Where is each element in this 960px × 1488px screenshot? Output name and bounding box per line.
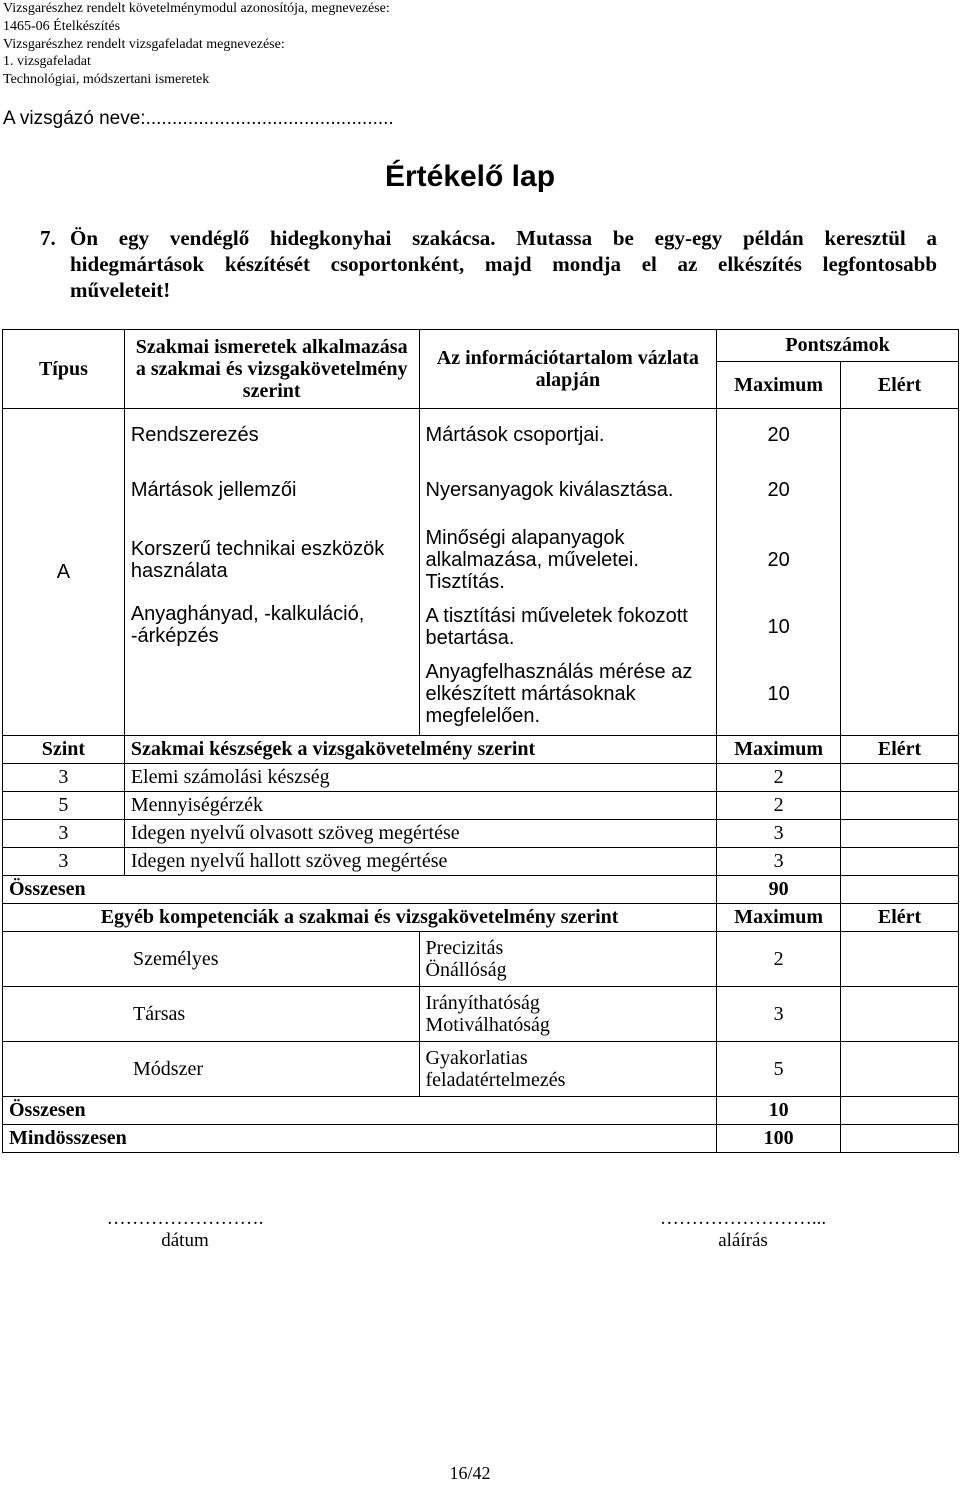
col-tipus: Típus	[3, 330, 125, 409]
col-info: Az információtartalom vázlata alapján	[419, 330, 717, 409]
signature-label: aláírás	[718, 1230, 768, 1251]
competency-item: Motiválhatóság	[425, 1014, 550, 1036]
signature-block	[608, 1208, 878, 1252]
skills-header-row	[3, 736, 959, 764]
competency-item: feladatértelmezés	[425, 1069, 566, 1091]
col-maximum: Maximum	[717, 736, 841, 764]
col-maximum: Maximum	[717, 362, 841, 409]
date-label: dátum	[161, 1230, 209, 1251]
evaluation-table	[2, 329, 959, 1153]
table-row	[3, 932, 959, 987]
task-line: műveleteit!	[70, 278, 171, 302]
max-cell: 10	[717, 601, 841, 653]
grand-total-label: Mindösszesen	[3, 1125, 717, 1153]
grand-total-value: 100	[717, 1125, 841, 1153]
skill-name: Mennyiségérzék	[124, 792, 716, 820]
col-pontszamok: Pontszámok	[717, 330, 959, 362]
table-row	[3, 987, 959, 1042]
content-cell: Minőségi alapanyagok alkalmazása, műveletei. Tisztítás.	[419, 519, 717, 601]
header-line: Technológiai, módszertani ismeretek	[3, 72, 210, 88]
col-elert: Elért	[841, 362, 959, 409]
competency-max: 2	[717, 932, 841, 987]
competency-item: Gyakorlatias	[425, 1047, 528, 1069]
competency-group: Társas	[3, 987, 420, 1042]
elert-cell	[841, 764, 959, 792]
table-header-row	[3, 330, 959, 362]
competency-group: Módszer	[3, 1042, 420, 1097]
header-line: Vizsgarészhez rendelt vizsgafeladat megnevezése:	[3, 36, 285, 52]
max-cell: 20	[717, 461, 841, 519]
topic-cell: Mártások jellemzői	[124, 461, 419, 519]
col-maximum: Maximum	[717, 904, 841, 932]
competency-items	[419, 1042, 717, 1097]
task-description	[40, 225, 937, 303]
table-row	[3, 792, 959, 820]
competency-title: Egyéb kompetenciák a szakmai és vizsgakövetelmény szerint	[3, 904, 717, 932]
total-row	[3, 1097, 959, 1125]
total-value: 90	[717, 876, 841, 904]
skill-name: Idegen nyelvű hallott szöveg megértése	[124, 848, 716, 876]
elert-cell	[841, 792, 959, 820]
header-line: 1. vizsgafeladat	[3, 54, 91, 70]
skill-max: 3	[717, 848, 841, 876]
col-szakmai: Szakmai ismeretek alkalmazása a szakmai és vizsgakövetelmény szerint	[124, 330, 419, 409]
total-label: Összesen	[3, 1097, 717, 1125]
skill-level: 5	[3, 792, 125, 820]
topic-cell: Anyaghányad, -kalkuláció, -árképzés	[124, 601, 419, 736]
table-row	[3, 409, 959, 462]
grand-total-row	[3, 1125, 959, 1153]
table-row	[3, 764, 959, 792]
competency-item: Precizitás	[425, 937, 504, 959]
signature-line: ……………………...	[659, 1208, 827, 1229]
content-cell: Nyersanyagok kiválasztása.	[419, 461, 717, 519]
elert-cell	[841, 1042, 959, 1097]
type-a: A	[3, 409, 125, 736]
date-block	[55, 1208, 315, 1252]
competency-items	[419, 932, 717, 987]
max-cell: 10	[717, 653, 841, 736]
topic-cell: Korszerű technikai eszközök használata	[124, 519, 419, 601]
document-header	[3, 0, 390, 89]
total-label: Összesen	[3, 876, 717, 904]
max-cell: 20	[717, 519, 841, 601]
table-row	[3, 1042, 959, 1097]
competency-items	[419, 987, 717, 1042]
skill-name: Elemi számolási készség	[124, 764, 716, 792]
competency-group: Személyes	[3, 932, 420, 987]
competency-item: Önállóság	[425, 959, 507, 981]
table-row	[3, 848, 959, 876]
skill-name: Idegen nyelvű olvasott szöveg megértése	[124, 820, 716, 848]
max-cell: 20	[717, 409, 841, 462]
date-line: …………………….	[106, 1208, 264, 1229]
competency-max: 3	[717, 987, 841, 1042]
skill-max: 3	[717, 820, 841, 848]
content-cell: A tisztítási műveletek fokozott betartása.	[419, 601, 717, 653]
skills-title: Szakmai készségek a vizsgakövetelmény szerint	[124, 736, 716, 764]
table-row	[3, 601, 959, 653]
task-line: hidegmártások készítését csoportonként, majd mondja el az elkészítés legfontosabb	[70, 252, 937, 276]
col-elert: Elért	[841, 736, 959, 764]
col-szint: Szint	[3, 736, 125, 764]
competency-item: Irányíthatóság	[425, 992, 540, 1014]
header-line: Vizsgarészhez rendelt követelménymodul azonosítója, megnevezése:	[3, 1, 390, 16]
total-value: 10	[717, 1097, 841, 1125]
content-cell: Mártások csoportjai.	[419, 409, 717, 462]
skill-level: 3	[3, 764, 125, 792]
elert-cell	[841, 932, 959, 987]
skill-level: 3	[3, 848, 125, 876]
col-elert: Elért	[841, 904, 959, 932]
task-number: 7.	[40, 226, 56, 250]
skill-max: 2	[717, 764, 841, 792]
competency-header-row	[3, 904, 959, 932]
elert-cell	[841, 1125, 959, 1153]
total-row	[3, 876, 959, 904]
skill-max: 2	[717, 792, 841, 820]
table-row	[3, 820, 959, 848]
elert-cell	[841, 848, 959, 876]
competency-max: 5	[717, 1042, 841, 1097]
elert-cell	[841, 1097, 959, 1125]
elert-cell	[841, 820, 959, 848]
candidate-name-field: A vizsgázó neve:...............................................	[3, 108, 394, 129]
page-number: 16/42	[449, 1463, 491, 1483]
page-title: Értékelő lap	[384, 160, 556, 193]
elert-cell	[841, 987, 959, 1042]
table-row	[3, 461, 959, 519]
task-line: Ön egy vendéglő hidegkonyhai szakácsa. Mutassa be egy-egy példán keresztül a	[70, 226, 937, 250]
skill-level: 3	[3, 820, 125, 848]
elert-cell	[841, 409, 959, 736]
header-line: 1465-06 Ételkészítés	[3, 18, 121, 34]
table-row	[3, 519, 959, 601]
content-cell: Anyagfelhasználás mérése az elkészített mártásoknak megfelelően.	[419, 653, 717, 736]
elert-cell	[841, 876, 959, 904]
topic-cell: Rendszerezés	[124, 409, 419, 462]
